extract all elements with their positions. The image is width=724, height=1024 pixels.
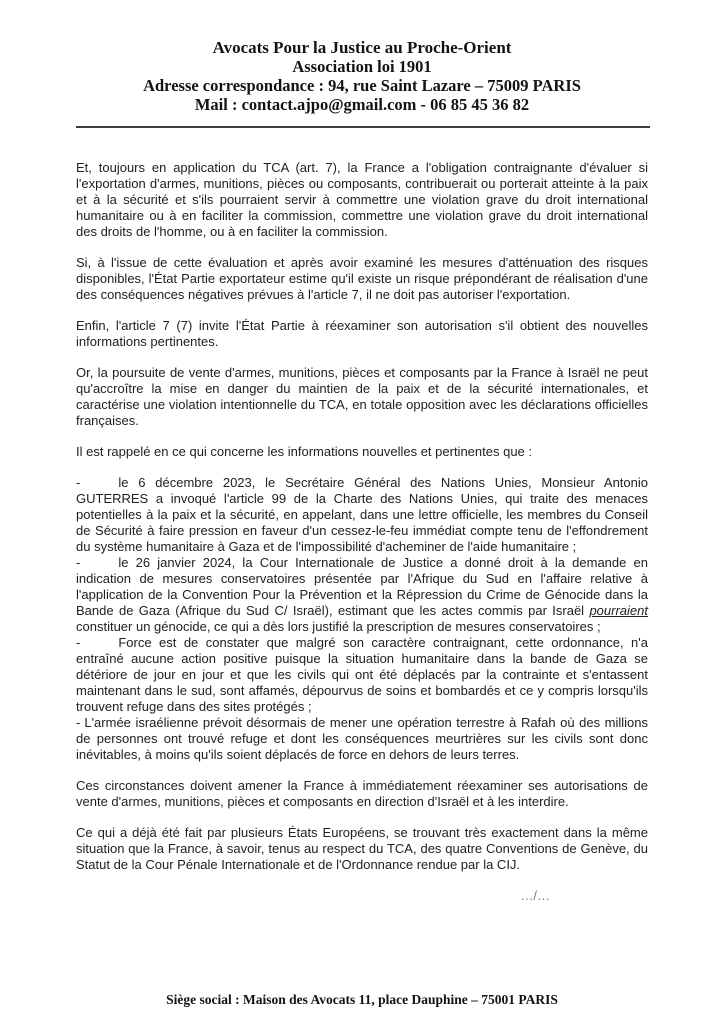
bullet-item-icj-order: [76, 555, 648, 635]
bullet-item-rafah-operation: [76, 715, 648, 763]
paragraph-european-states: Ce qui a déjà été fait par plusieurs États Européens, se trouvant très exactement dans la même situation que la France, à savoir, tenus au respect du TCA, des quatre Conventions de Genève, du Statut de la Cour Pénale Internationale et de l'Ordonnance rendue par la CIJ.: [76, 825, 648, 872]
letter-body: [76, 160, 648, 904]
org-address: Adresse correspondance : 94, rue Saint Lazare – 75009 PARIS: [143, 76, 581, 95]
org-name: Avocats Pour la Justice au Proche-Orient: [212, 38, 512, 57]
paragraph-article-7-7: Enfin, l'article 7 (7) invite l'État Partie à réexaminer son autorisation s'il obtient des nouvelles informations pertinentes.: [76, 318, 648, 349]
bullet-dash: -: [76, 555, 81, 570]
bullet-text: L'armée israélienne prévoit désormais de mener une opération terrestre à Rafah où des millions de personnes ont trouvé refuge et dont les conséquences meurtrières sur les civils sont donc inévitables, à moins qu'ils soient déplacés de force en dehors de leurs terres.: [76, 715, 648, 762]
bullet-dash: -: [76, 635, 81, 650]
bullet-text: Force est de constater que malgré son caractère contraignant, cette ordonnance, n'a entraîné aucune action positive puisque la situation humanitaire dans la bande de Gaza se détériore de jour en jour et que les civils qui ont été déplacés par la contrainte et s'entassent maintenant dans le sud, sont affamés, dépourvus de soins et bombardés et ce y compris lorsqu'ils trouvent refuge dans des sites protégés ;: [76, 635, 648, 714]
bullet-list: [76, 475, 648, 763]
paragraph-reexamine-authorizations: Ces circonstances doivent amener la France à immédiatement réexaminer ses autorisations de vente d'armes, munitions, pièces et composants en direction d'Israël et à les interdire.: [76, 778, 648, 809]
letterhead: [0, 0, 724, 114]
bullet-text-post: constituer un génocide, ce qui a dès lors justifié la prescription de mesures conservatoires ;: [76, 619, 601, 634]
footer-address: Siège social : Maison des Avocats 11, place Dauphine – 75001 PARIS: [166, 992, 558, 1007]
bullet-item-guterres: [76, 475, 648, 555]
header-divider: [76, 126, 650, 128]
org-contact: Mail : contact.ajpo@gmail.com - 06 85 45 36 82: [194, 95, 530, 114]
bullet-item-humanitarian-situation: [76, 635, 648, 715]
continuation-mark: …/…: [520, 888, 550, 903]
paragraph-risk-assessment: Si, à l'issue de cette évaluation et après avoir examiné les mesures d'atténuation des risques disponibles, l'État Partie exportateur estime qu'il existe un risque prépondérant de réalisation d'une des conséquences négatives prévues à l'article 7, il ne doit pas autoriser l'exportation.: [76, 255, 648, 302]
emphasized-word: pourraient: [589, 603, 648, 618]
org-legal-status: Association loi 1901: [292, 57, 432, 76]
bullet-dash: -: [76, 715, 81, 730]
paragraph-france-israel-sales: Or, la poursuite de vente d'armes, munitions, pièces et composants par la France à Israël ne peut qu'accroître la mise en danger du maintien de la paix et de la sécurité internationales, et caractérise une violation intentionnelle du TCA, en totale opposition avec les déclarations officielles françaises.: [76, 365, 648, 428]
bullet-text-pre: le 26 janvier 2024, la Cour Internationale de Justice a donné droit à la demande en indication de mesures conservatoires présentée par l'Afrique du Sud en l'affaire relative à l'application de la Convention Pour la Prévention et la Répression du Crime de Génocide dans la Bande de Gaza (Afrique du Sud C/ Israël), estimant que les actes commis par Israël: [76, 555, 648, 618]
paragraph-new-information-intro: Il est rappelé en ce qui concerne les informations nouvelles et pertinentes que :: [76, 444, 532, 459]
paragraph-tca-evaluation: Et, toujours en application du TCA (art. 7), la France a l'obligation contraignante d'évaluer si l'exportation d'armes, munitions, pièces ou composants, contribuerait ou porterait atteinte à la paix et à la sécurité et s'ils pourraient servir à commettre une violation grave du droit international humanitaire ou à en faciliter la commission, commettre une violation grave du droit international des droits de l'homme, ou à en faciliter la commission.: [76, 160, 648, 239]
bullet-text: le 6 décembre 2023, le Secrétaire Général des Nations Unies, Monsieur Antonio GUTERRES a invoqué l'article 99 de la Charte des Nations Unies, qui traite des menaces potentielles à la paix et la sécurité, en appelant, dans une lettre officielle, les membres du Conseil de Sécurité à faire pression en faveur d'un cessez-le-feu immédiat compte tenu de l'effondrement du système humanitaire à Gaza et de l'impossibilité d'acheminer de l'aide humanitaire ;: [76, 475, 648, 554]
bullet-dash: -: [76, 475, 81, 490]
